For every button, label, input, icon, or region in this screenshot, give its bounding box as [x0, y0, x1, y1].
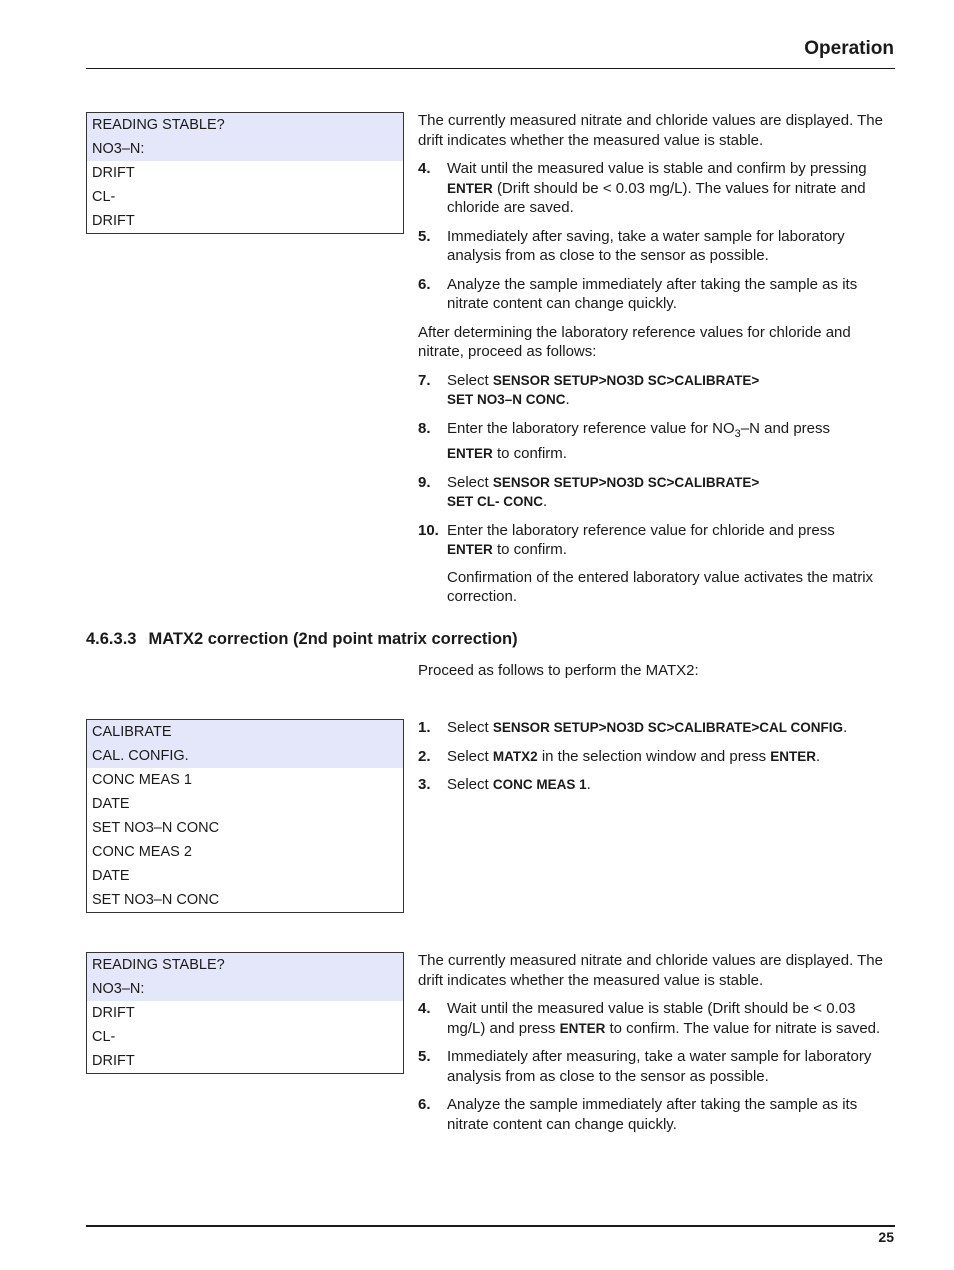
step-text: (Drift should be < 0.03 mg/L). The values for nitrate and chloride are saved.	[447, 179, 866, 216]
step-text: .	[816, 747, 821, 765]
instructions-block-2	[418, 718, 894, 804]
screen-row: CONC MEAS 1	[92, 772, 192, 788]
step-number: 2.	[418, 747, 431, 765]
display-screen-reading-stable	[86, 112, 404, 234]
step-text: in the selection window and press	[541, 747, 767, 765]
key-enter: ENTER	[447, 446, 493, 461]
step-text: Enter the laboratory reference value for chloride and press	[447, 521, 835, 539]
step-number: 10.	[418, 521, 439, 539]
screen-row: DRIFT	[92, 1005, 135, 1021]
step-8	[418, 419, 894, 464]
menu-path: CONC MEAS 1	[492, 777, 587, 792]
step-text: Select	[447, 473, 489, 491]
step-number: 5.	[418, 1048, 431, 1065]
section-number: 4.6.3.3	[86, 630, 137, 648]
option-matx2: MATX2	[492, 748, 538, 764]
confirmation-note: Confirmation of the entered laboratory value activates the matrix correction.	[447, 568, 874, 605]
step-text: .	[565, 391, 570, 408]
step-5	[418, 1047, 894, 1086]
screen-row: CAL. CONFIG.	[87, 744, 403, 768]
screen-row: DATE	[92, 796, 130, 812]
step-6	[418, 1095, 894, 1134]
step-text: Select	[447, 776, 489, 793]
screen-row: DRIFT	[92, 165, 135, 181]
step-text: Enter the laboratory reference value for NO	[447, 419, 735, 437]
step-text: –N and press	[740, 419, 830, 437]
step-text: .	[586, 776, 591, 793]
menu-path: SENSOR SETUP>NO3D SC>CALIBRATE>	[492, 372, 760, 388]
section-title: MATX2 correction (2nd point matrix correction)	[148, 630, 518, 648]
step-text: Select	[447, 371, 489, 389]
step-text: Immediately after saving, take a water sample for laboratory analysis from as close to the sensor as possible.	[447, 227, 845, 264]
display-screen-calibrate	[86, 719, 404, 913]
screen-row: NO3–N:	[87, 977, 403, 1001]
screen-row: CL-	[92, 1029, 116, 1045]
step-4	[418, 999, 894, 1038]
screen-row: DRIFT	[92, 213, 135, 229]
step-text: Analyze the sample immediately after taking the sample as its nitrate content can change quickly.	[447, 1096, 858, 1133]
step-number: 6.	[418, 275, 431, 293]
section-heading	[86, 630, 518, 649]
step-6	[418, 275, 894, 314]
after-paragraph: After determining the laboratory reference values for chloride and nitrate, proceed as follows:	[418, 323, 851, 360]
step-4	[418, 159, 894, 218]
step-3	[418, 775, 894, 795]
menu-path: SET NO3–N CONC	[447, 392, 566, 407]
menu-path: SET CL- CONC	[447, 494, 543, 509]
footer-rule	[86, 1225, 895, 1227]
step-text: to confirm. The value for nitrate is saved.	[609, 1019, 881, 1037]
step-text: Select	[447, 747, 489, 765]
screen-row: CL-	[92, 189, 116, 205]
step-text: Analyze the sample immediately after taking the sample as its nitrate content can change quickly.	[447, 275, 858, 312]
screen-row: DATE	[92, 868, 130, 884]
section-intro: Proceed as follows to perform the MATX2:	[418, 662, 699, 679]
step-number: 9.	[418, 473, 431, 491]
intro-paragraph: The currently measured nitrate and chloride values are displayed. The drift indicates whether the measured value is stable.	[418, 952, 883, 989]
menu-path: SENSOR SETUP>NO3D SC>CALIBRATE>	[492, 474, 760, 490]
step-number: 1.	[418, 719, 431, 736]
screen-row: DRIFT	[92, 1053, 135, 1069]
step-number: 6.	[418, 1096, 431, 1113]
header-rule	[86, 68, 895, 69]
step-number: 4.	[418, 160, 431, 177]
step-7	[418, 371, 894, 410]
instructions-block-1	[418, 111, 894, 607]
screen-row: CONC MEAS 2	[92, 844, 192, 860]
screen-row: SET NO3–N CONC	[92, 892, 220, 908]
step-2	[418, 747, 894, 767]
step-1	[418, 718, 894, 738]
step-9	[418, 473, 894, 512]
step-text: Select	[447, 719, 489, 736]
key-enter: ENTER	[447, 542, 493, 557]
step-text: to confirm.	[496, 445, 567, 462]
key-enter: ENTER	[770, 748, 817, 764]
step-5	[418, 227, 894, 266]
intro-paragraph: The currently measured nitrate and chloride values are displayed. The drift indicates whether the measured value is stable.	[418, 112, 883, 149]
step-number: 5.	[418, 227, 431, 245]
page-header-title: Operation	[804, 38, 894, 59]
subscript: 3	[734, 427, 741, 440]
screen-row: NO3–N:	[87, 137, 403, 161]
step-number: 8.	[418, 419, 431, 437]
step-text: Wait until the measured value is stable (Drift should be < 0.03 mg/L) and press	[447, 1000, 856, 1037]
screen-row: READING STABLE?	[87, 113, 403, 137]
step-text: .	[543, 493, 548, 510]
step-number: 4.	[418, 1000, 431, 1017]
step-number: 3.	[418, 776, 431, 793]
step-number: 7.	[418, 371, 431, 389]
page-number: 25	[878, 1229, 894, 1245]
instructions-block-3	[418, 951, 894, 1143]
step-10	[418, 521, 894, 560]
display-screen-reading-stable-2	[86, 952, 404, 1074]
step-text: to confirm.	[496, 541, 567, 558]
step-text: .	[843, 719, 848, 736]
menu-path: SENSOR SETUP>NO3D SC>CALIBRATE>CAL CONFIG	[492, 720, 844, 735]
key-enter: ENTER	[447, 180, 493, 196]
screen-row: CALIBRATE	[87, 720, 403, 744]
screen-row: READING STABLE?	[87, 953, 403, 977]
step-text: Wait until the measured value is stable and confirm by pressing	[447, 160, 867, 177]
step-text: Immediately after measuring, take a water sample for laboratory analysis from as close to the sensor as possible.	[447, 1048, 872, 1085]
screen-row: SET NO3–N CONC	[92, 820, 220, 836]
key-enter: ENTER	[559, 1020, 606, 1036]
